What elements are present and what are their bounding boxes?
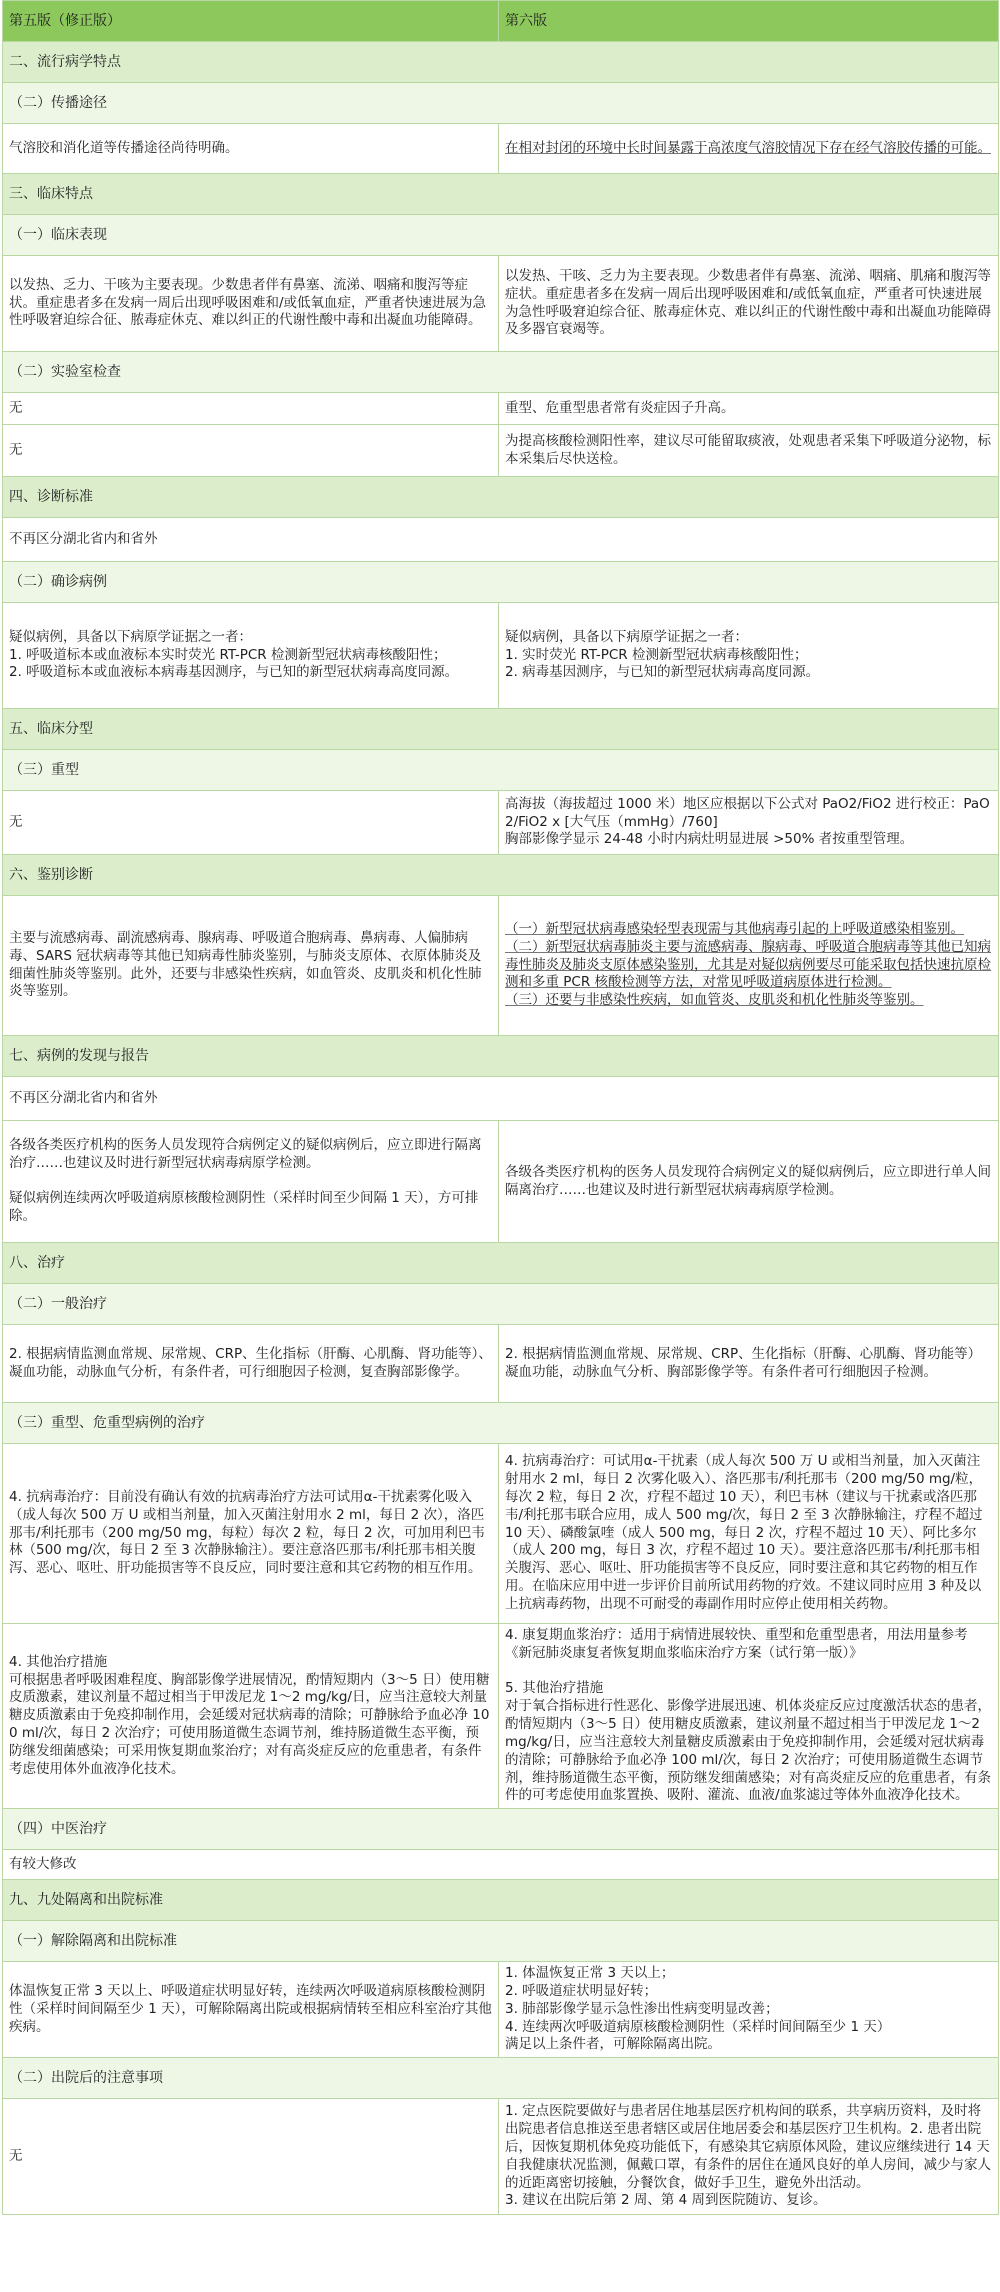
note-text: 不再区分湖北省内和省外: [3, 1077, 999, 1121]
cell-v6: （一）新型冠状病毒感染轻型表现需与其他病毒引起的上呼吸道感染相鉴别。 （二）新型冠状病毒肺炎主要与流感病毒、腺病毒、呼吸道合胞病毒等其他已知病毒性肺炎及肺炎支原体感染鉴别，尤其是对疑似病例要尽可能采取包括快速抗原检测和多重 PCR 核酸检测等方法，对常见呼吸道病原体进行检测。 （三）还要与非感染性疾病，如血管炎、皮肌炎和机化性肺炎等鉴别。: [499, 896, 999, 1036]
cell-v5: 以发热、乏力、干咳为主要表现。少数患者伴有鼻塞、流涕、咽痛和腹泻等症状。重症患者多在发病一周后出现呼吸困难和/或低氧血症，严重者快速进展为急性呼吸窘迫综合征、脓毒症休克、难以纠正的代谢性酸中毒和出凝血功能障碍。: [3, 256, 499, 352]
comparison-row: [3, 1121, 999, 1243]
note-row: [3, 518, 999, 562]
subsection-row: [3, 1284, 999, 1325]
comparison-row: [3, 1444, 999, 1624]
note-text: 有较大修改: [3, 1850, 999, 1880]
section-title: 三、临床特点: [3, 174, 999, 215]
subsection-title: （二）出院后的注意事项: [3, 2058, 999, 2099]
subsection-row: [3, 1921, 999, 1962]
section-row: [3, 709, 999, 750]
note-row: [3, 1850, 999, 1880]
cell-v6: 1. 定点医院要做好与患者居住地基层医疗机构间的联系，共享病历资料，及时将出院患者信息推送至患者辖区或居住地居委会和基层医疗卫生机构。2. 患者出院后，因恢复期机体免疫功能低下，有感染其它病原体风险，建议应继续进行 14 天自我健康状况监测，佩戴口罩，有条件的居住在通风良好的单人房间，减少与家人的近距离密切接触，分餐饮食，做好手卫生，避免外出活动。 3. 建议在出院后第 2 周、第 4 周到医院随访、复诊。: [499, 2099, 999, 2215]
comparison-row: [3, 2099, 999, 2215]
subsection-title: （四）中医治疗: [3, 1809, 999, 1850]
cell-v6: 以发热、干咳、乏力为主要表现。少数患者伴有鼻塞、流涕、咽痛、肌痛和腹泻等症状。重症患者多在发病一周后出现呼吸困难和/或低氧血症，严重者可快速进展为急性呼吸窘迫综合征、脓毒症休克、难以纠正的代谢性酸中毒和出凝血功能障碍及多器官衰竭等。: [499, 256, 999, 352]
comparison-row: [3, 393, 999, 425]
subsection-row: [3, 352, 999, 393]
comparison-row: [3, 791, 999, 855]
subsection-row: [3, 215, 999, 256]
section-row: [3, 42, 999, 83]
subsection-title: （二）传播途径: [3, 83, 999, 124]
comparison-row: [3, 603, 999, 709]
section-title: 二、流行病学特点: [3, 42, 999, 83]
cell-v5: 主要与流感病毒、副流感病毒、腺病毒、呼吸道合胞病毒、鼻病毒、人偏肺病毒、SARS 冠状病毒等其他已知病毒性肺炎鉴别，与肺炎支原体、衣原体肺炎及细菌性肺炎等鉴别。此外，还要与非感染性疾病，如血管炎、皮肌炎和机化性肺炎等鉴别。: [3, 896, 499, 1036]
cell-v6: 各级各类医疗机构的医务人员发现符合病例定义的疑似病例后，应立即进行单人间隔离治疗……也建议及时进行新型冠状病毒病原学检测。: [499, 1121, 999, 1243]
cell-v6: 疑似病例，具备以下病原学证据之一者： 1. 实时荧光 RT-PCR 检测新型冠状病毒核酸阳性； 2. 病毒基因测序，与已知的新型冠状病毒高度同源。: [499, 603, 999, 709]
cell-v6: 1. 体温恢复正常 3 天以上； 2. 呼吸道症状明显好转； 3. 肺部影像学显示急性渗出性病变明显改善； 4. 连续两次呼吸道病原核酸检测阴性（采样时间间隔至少 1 天） 满足以上条件者，可解除隔离出院。: [499, 1962, 999, 2058]
subsection-title: （二）实验室检查: [3, 352, 999, 393]
cell-v5: 无: [3, 791, 499, 855]
section-row: [3, 1243, 999, 1284]
section-row: [3, 477, 999, 518]
header-right: 第六版: [499, 1, 999, 42]
cell-v6: 重型、危重型患者常有炎症因子升高。: [499, 393, 999, 425]
section-row: [3, 1880, 999, 1921]
header-left: 第五版（修正版）: [3, 1, 499, 42]
cell-v5: 气溶胶和消化道等传播途径尚待明确。: [3, 124, 499, 174]
section-title: 五、临床分型: [3, 709, 999, 750]
section-title: 九、九处隔离和出院标准: [3, 1880, 999, 1921]
cell-v6: 高海拔（海拔超过 1000 米）地区应根据以下公式对 PaO2/FiO2 进行校正：PaO2/FiO2 x [大气压（mmHg）/760] 胸部影像学显示 24-48 小时内病灶明显进展 >50% 者按重型管理。: [499, 791, 999, 855]
subsection-row: [3, 562, 999, 603]
cell-v5: 4. 其他治疗措施 可根据患者呼吸困难程度、胸部影像学进展情况，酌情短期内（3～5 日）使用糖皮质激素，建议剂量不超过相当于甲泼尼龙 1～2 mg/kg/日，应当注意较大剂量糖皮质激素由于免疫抑制作用，会延缓对冠状病毒的清除；可静脉给予血必净 100 ml/次，每日 2 次治疗；可使用肠道微生态调节剂，维持肠道微生态平衡，预防继发细菌感染；可采用恢复期血浆治疗；对有高炎症反应的危重患者，有条件考虑使用体外血液净化技术。: [3, 1624, 499, 1809]
subsection-row: [3, 750, 999, 791]
cell-v5: 4. 抗病毒治疗：目前没有确认有效的抗病毒治疗方法可试用α-干扰素雾化吸入（成人每次 500 万 U 或相当剂量，加入灭菌注射用水 2 ml，每日 2 次），洛匹那韦/利托那韦（200 mg/50 mg，每粒）每次 2 粒，每日 2 次，可加用利巴韦林（500 mg/次，每日 2 至 3 次静脉输注）。要注意洛匹那韦/利托那韦相关腹泻、恶心、呕吐、肝功能损害等不良反应，同时要注意和其它药物的相互作用。: [3, 1444, 499, 1624]
subsection-title: （一）临床表现: [3, 215, 999, 256]
subsection-title: （一）解除隔离和出院标准: [3, 1921, 999, 1962]
subsection-title: （三）重型: [3, 750, 999, 791]
subsection-title: （二）一般治疗: [3, 1284, 999, 1325]
note-row: [3, 1077, 999, 1121]
section-title: 八、治疗: [3, 1243, 999, 1284]
comparison-row: [3, 1325, 999, 1403]
cell-v5: 疑似病例，具备以下病原学证据之一者： 1. 呼吸道标本或血液标本实时荧光 RT-PCR 检测新型冠状病毒核酸阳性； 2. 呼吸道标本或血液标本病毒基因测序，与已知的新型冠状病毒高度同源。: [3, 603, 499, 709]
comparison-row: [3, 425, 999, 477]
section-row: [3, 855, 999, 896]
note-text: 不再区分湖北省内和省外: [3, 518, 999, 562]
section-row: [3, 1036, 999, 1077]
cell-v5: 体温恢复正常 3 天以上、呼吸道症状明显好转，连续两次呼吸道病原核酸检测阴性（采样时间间隔至少 1 天），可解除隔离出院或根据病情转至相应科室治疗其他疾病。: [3, 1962, 499, 2058]
cell-v6: 在相对封闭的环境中长时间暴露于高浓度气溶胶情况下存在经气溶胶传播的可能。: [499, 124, 999, 174]
cell-v5: 无: [3, 2099, 499, 2215]
cell-v5: 无: [3, 393, 499, 425]
cell-v5: 无: [3, 425, 499, 477]
comparison-row: [3, 256, 999, 352]
subsection-row: [3, 83, 999, 124]
comparison-row: [3, 1624, 999, 1809]
cell-v6: 2. 根据病情监测血常规、尿常规、CRP、生化指标（肝酶、心肌酶、肾功能等）凝血功能，动脉血气分析、胸部影像学等。有条件者可行细胞因子检测。: [499, 1325, 999, 1403]
subsection-title: （三）重型、危重型病例的治疗: [3, 1403, 999, 1444]
subsection-row: [3, 2058, 999, 2099]
section-title: 七、病例的发现与报告: [3, 1036, 999, 1077]
comparison-row: [3, 1962, 999, 2058]
section-row: [3, 174, 999, 215]
cell-v6: 4. 抗病毒治疗：可试用α-干扰素（成人每次 500 万 U 或相当剂量，加入灭菌注射用水 2 ml，每日 2 次雾化吸入）、洛匹那韦/利托那韦（200 mg/50 mg/粒，每次 2 粒，每日 2 次，疗程不超过 10 天），利巴韦林（建议与干扰素或洛匹那韦/利托那韦联合应用，成人 500 mg/次，每日 2 至 3 次静脉输注，疗程不超过 10 天）、磷酸氯喹（成人 500 mg，每日 2 次，疗程不超过 10 天）、阿比多尔（成人 200 mg，每日 3 次，疗程不超过 10 天）。要注意洛匹那韦/利托那韦相关腹泻、恶心、呕吐、肝功能损害等不良反应，同时要注意和其它药物的相互作用。在临床应用中进一步评价目前所试用药物的疗效。不建议同时应用 3 种及以上抗病毒药物，出现不可耐受的毒副作用时应停止使用相关药物。: [499, 1444, 999, 1624]
subsection-title: （二）确诊病例: [3, 562, 999, 603]
comparison-row: [3, 124, 999, 174]
comparison-row: [3, 896, 999, 1036]
cell-v5: 各级各类医疗机构的医务人员发现符合病例定义的疑似病例后，应立即进行隔离治疗……也建议及时进行新型冠状病毒病原学检测。 疑似病例连续两次呼吸道病原核酸检测阴性（采样时间至少间隔 1 天），方可排除。: [3, 1121, 499, 1243]
subsection-row: [3, 1809, 999, 1850]
section-title: 六、鉴别诊断: [3, 855, 999, 896]
subsection-row: [3, 1403, 999, 1444]
comparison-table: [2, 0, 999, 2215]
section-title: 四、诊断标准: [3, 477, 999, 518]
cell-v6: 为提高核酸检测阳性率，建议尽可能留取痰液，处观患者采集下呼吸道分泌物，标本采集后尽快送检。: [499, 425, 999, 477]
cell-v6: 4. 康复期血浆治疗：适用于病情进展较快、重型和危重型患者，用法用量参考《新冠肺炎康复者恢复期血浆临床治疗方案（试行第一版）》 5. 其他治疗措施 对于氧合指标进行性恶化、影像学进展迅速、机体炎症反应过度激活状态的患者，酌情短期内（3～5 日）使用糖皮质激素，建议剂量不超过相当于甲泼尼龙 1～2 mg/kg/日，应当注意较大剂量糖皮质激素由于免疫抑制作用，会延缓对冠状病毒的清除；可静脉给予血必净 100 ml/次，每日 2 次治疗；可使用肠道微生态调节剂，维持肠道微生态平衡，预防继发细菌感染；对有高炎症反应的危重患者，有条件的可考虑使用血浆置换、吸附、灌流、血液/血浆滤过等体外血液净化技术。: [499, 1624, 999, 1809]
header-row: [3, 1, 999, 42]
cell-v5: 2. 根据病情监测血常规、尿常规、CRP、生化指标（肝酶、心肌酶、肾功能等）、凝血功能，动脉血气分析，有条件者，可行细胞因子检测，复查胸部影像学。: [3, 1325, 499, 1403]
table-body: [3, 1, 999, 2215]
